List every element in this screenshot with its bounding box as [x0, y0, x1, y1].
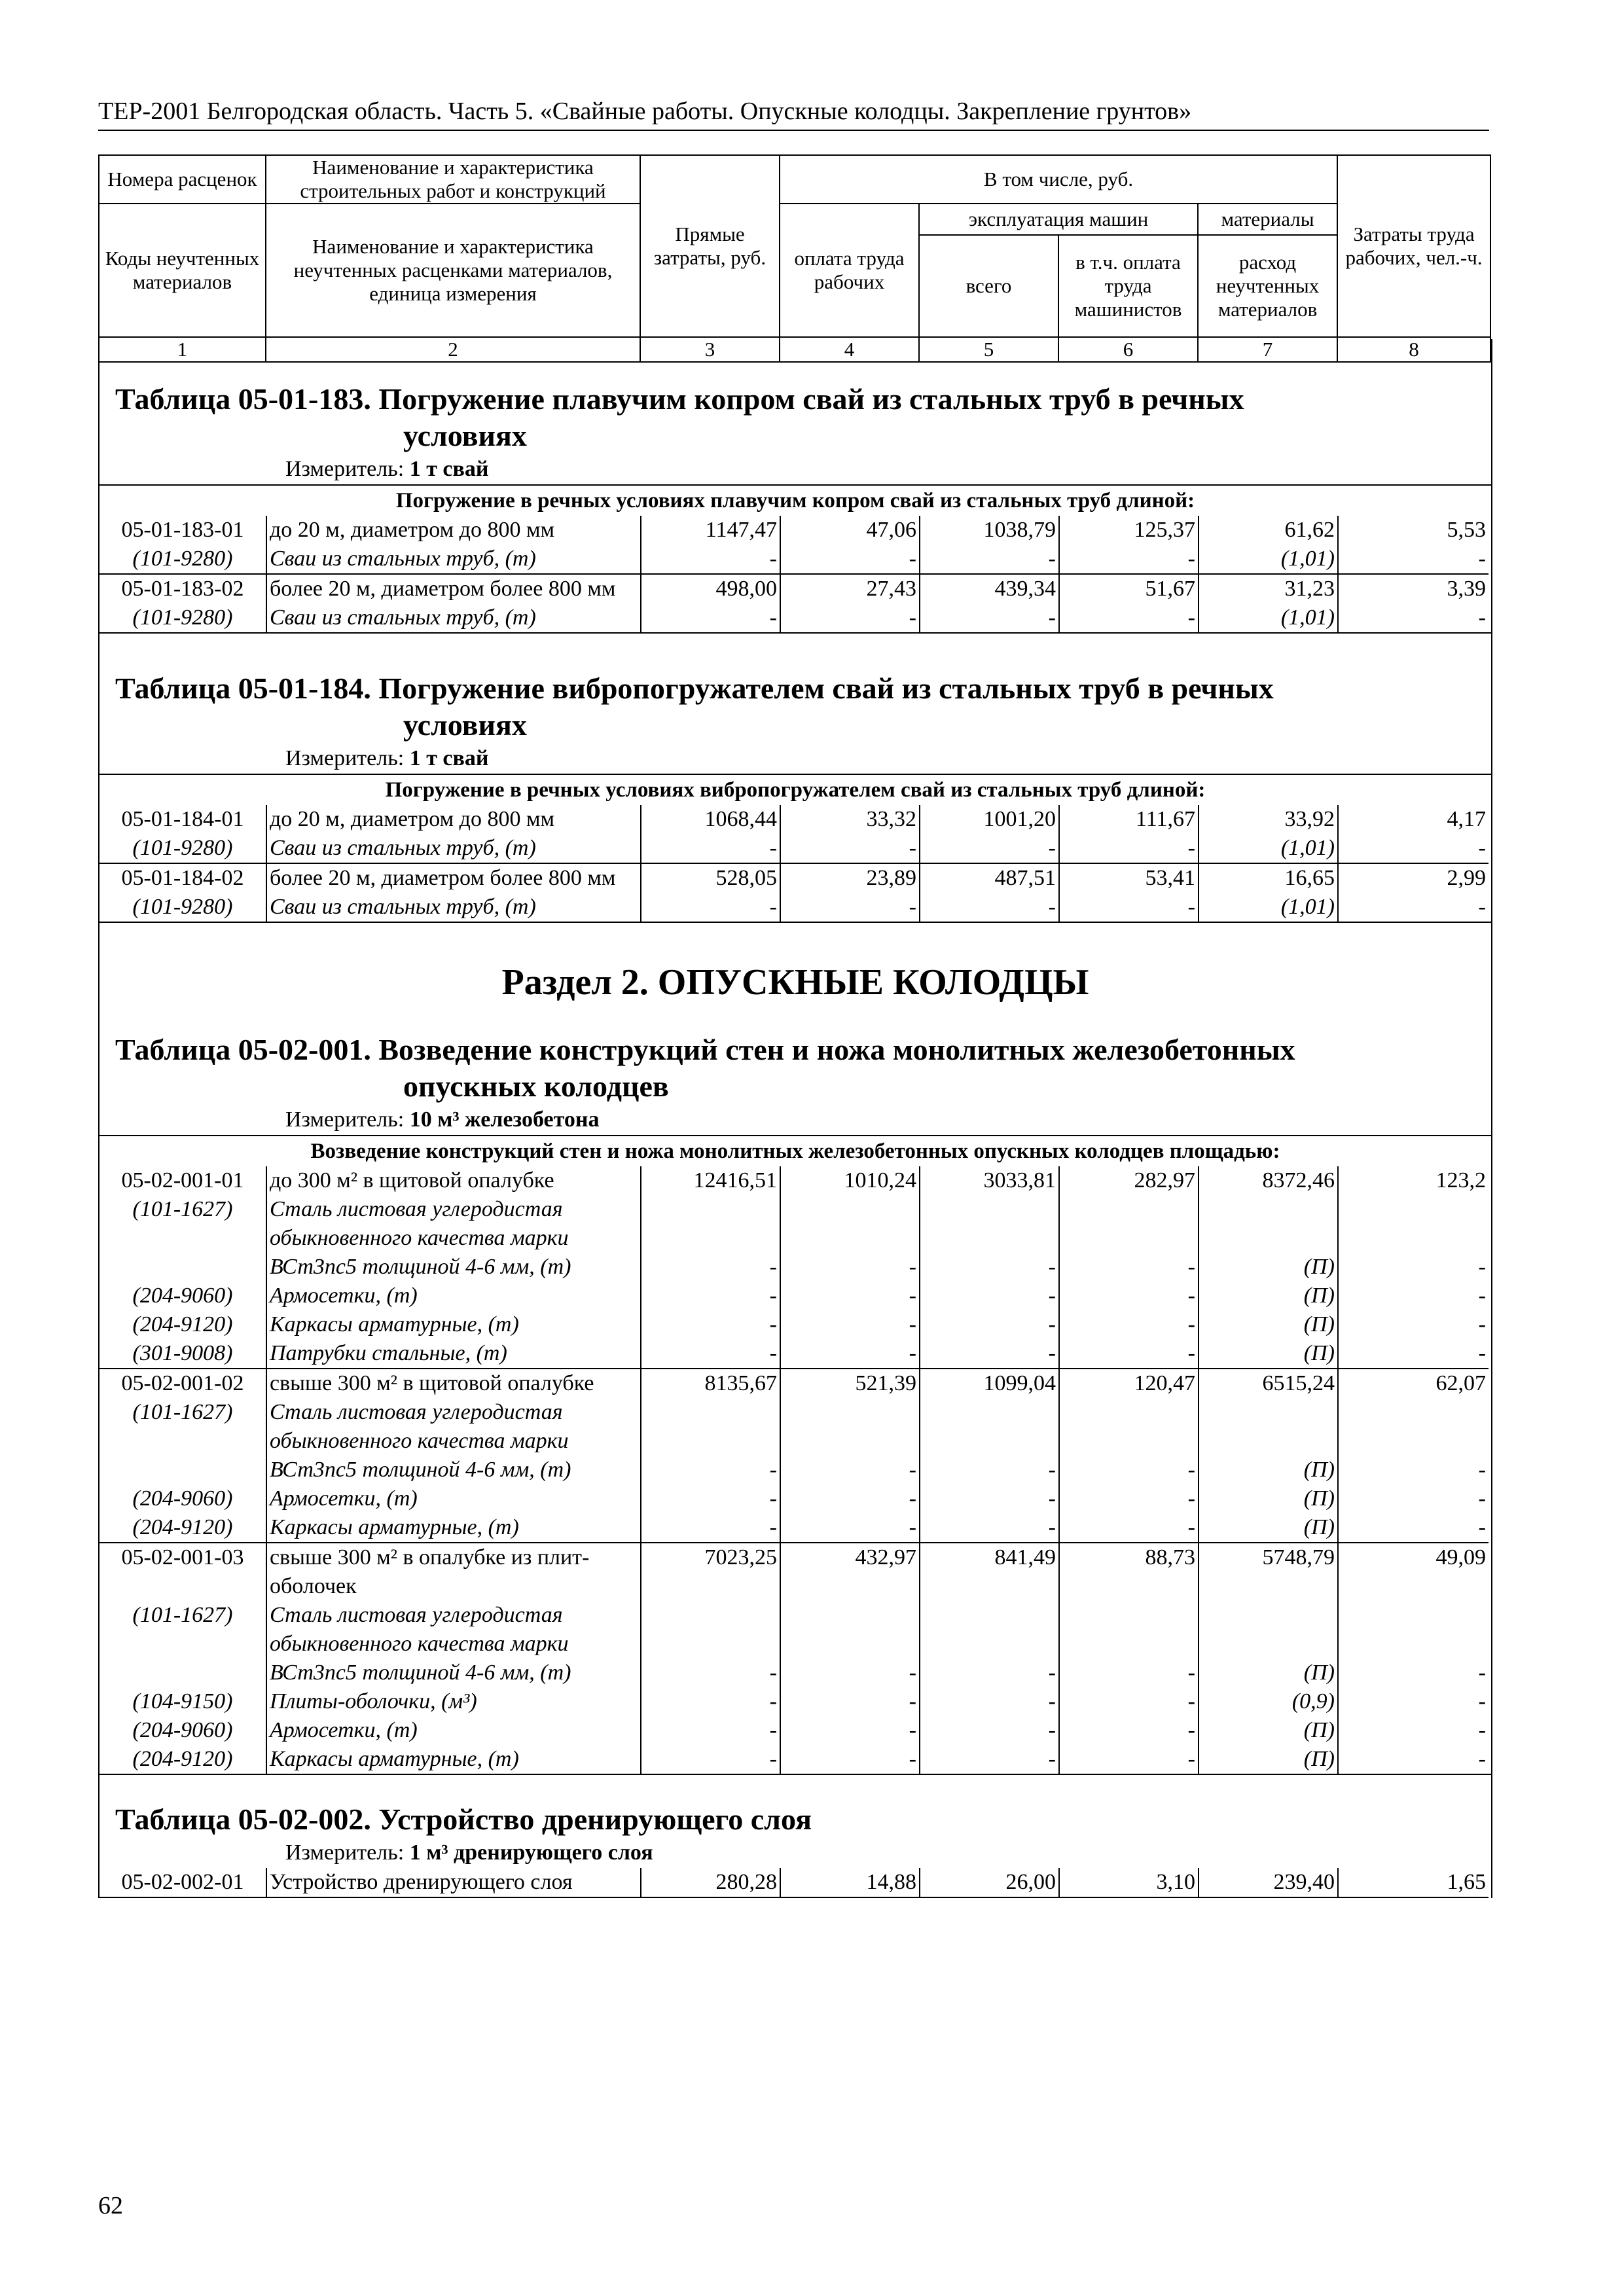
value-col-3: 1147,47: [641, 516, 780, 545]
value-col-3: -: [641, 1195, 780, 1282]
value-col-5: -: [920, 1687, 1059, 1716]
rate-name: Устройство дренирующего слоя: [266, 1868, 641, 1897]
table-title: [99, 1801, 1491, 1838]
rate-code: 05-02-002-01: [99, 1868, 266, 1897]
material-row: [99, 1716, 1489, 1745]
value-col-3: -: [641, 1716, 780, 1745]
value-col-7: (1,01): [1199, 603, 1338, 632]
value-col-8: 3,39: [1338, 574, 1489, 603]
running-header: ТЕР-2001 Белгородская область. Часть 5. «Свайные работы. Опускные колодцы. Закрепление грунтов»: [98, 98, 1192, 125]
value-col-3: -: [641, 1745, 780, 1774]
value-col-8: -: [1338, 893, 1489, 922]
measure-unit: [99, 1105, 1491, 1135]
value-col-7: (П): [1199, 1398, 1338, 1484]
value-col-3: -: [641, 1339, 780, 1369]
material-name: Каркасы арматурные, (т): [266, 1513, 641, 1543]
value-col-4: -: [780, 834, 920, 863]
hdr-machine-total: всего: [919, 235, 1058, 337]
rate-name: свыше 300 м² в щитовой опалубке: [266, 1369, 641, 1398]
value-col-6: -: [1059, 1716, 1199, 1745]
rates-table: [99, 516, 1489, 632]
value-col-5: -: [920, 603, 1059, 632]
hdr-num-5: 5: [919, 337, 1058, 362]
material-name: Сталь листовая углеродистая обыкновенного качества марки ВСт3пс5 толщиной 4-6 мм, (т): [266, 1601, 641, 1687]
value-col-7: (1,01): [1199, 893, 1338, 922]
value-col-7: (П): [1199, 1282, 1338, 1310]
value-col-3: 8135,67: [641, 1369, 780, 1398]
rate-code: 05-02-001-02: [99, 1369, 266, 1398]
value-col-6: -: [1059, 1601, 1199, 1687]
value-col-3: -: [641, 893, 780, 922]
value-col-3: -: [641, 1513, 780, 1543]
material-row: [99, 893, 1489, 922]
value-col-8: 123,2: [1338, 1166, 1489, 1195]
value-col-6: -: [1059, 1282, 1199, 1310]
rate-row: [99, 1868, 1489, 1897]
material-row: [99, 1398, 1489, 1484]
table-title: [99, 670, 1491, 744]
material-row: [99, 1601, 1489, 1687]
value-col-8: -: [1338, 1484, 1489, 1513]
value-col-6: -: [1059, 1339, 1199, 1369]
rate-row: [99, 863, 1489, 893]
value-col-6: -: [1059, 834, 1199, 863]
material-name: Армосетки, (т): [266, 1716, 641, 1745]
value-col-7: (1,01): [1199, 545, 1338, 574]
value-col-5: -: [920, 1310, 1059, 1339]
measure-unit-label: Измеритель:: [285, 1840, 405, 1865]
value-col-5: -: [920, 1745, 1059, 1774]
table-title-line: Таблица 05-02-002. Устройство дренирующего слоя: [115, 1803, 812, 1836]
material-row: [99, 1339, 1489, 1369]
rates-table: [99, 1868, 1489, 1898]
value-col-8: 49,09: [1338, 1543, 1489, 1601]
hdr-num-4: 4: [780, 337, 919, 362]
value-col-4: -: [780, 603, 920, 632]
value-col-4: -: [780, 1513, 920, 1543]
measure-unit: [99, 1838, 1491, 1868]
value-col-7: 5748,79: [1199, 1543, 1338, 1601]
rate-name: свыше 300 м² в опалубке из плит-оболочек: [266, 1543, 641, 1601]
value-col-6: -: [1059, 1195, 1199, 1282]
value-col-4: -: [780, 1195, 920, 1282]
table-title-line: Таблица 05-01-184. Погружение вибропогружателем свай из стальных труб в речных: [115, 672, 1274, 705]
value-col-5: 1038,79: [920, 516, 1059, 545]
measure-unit-value: 10 м³ железобетона: [409, 1107, 600, 1132]
hdr-num-2: 2: [266, 337, 640, 362]
hdr-num-6: 6: [1058, 337, 1198, 362]
value-col-7: 31,23: [1199, 574, 1338, 603]
value-col-5: -: [920, 1484, 1059, 1513]
value-col-7: (П): [1199, 1601, 1338, 1687]
rate-code: 05-01-183-01: [99, 516, 266, 545]
value-col-6: -: [1059, 1484, 1199, 1513]
value-col-6: 120,47: [1059, 1369, 1199, 1398]
value-col-8: -: [1338, 1310, 1489, 1339]
hdr-material-codes: Коды неучтенных материалов: [99, 204, 266, 337]
material-code: (101-9280): [99, 893, 266, 922]
value-col-3: 498,00: [641, 574, 780, 603]
material-name: Сваи из стальных труб, (т): [266, 545, 641, 574]
value-col-5: 3033,81: [920, 1166, 1059, 1195]
value-col-4: -: [780, 1745, 920, 1774]
rate-row: [99, 1369, 1489, 1398]
value-col-5: -: [920, 1601, 1059, 1687]
rate-name: более 20 м, диаметром более 800 мм: [266, 863, 641, 893]
rate-code: 05-01-184-01: [99, 805, 266, 834]
value-col-4: -: [780, 1282, 920, 1310]
value-col-4: -: [780, 1716, 920, 1745]
value-col-3: -: [641, 1282, 780, 1310]
value-col-5: -: [920, 1282, 1059, 1310]
material-code: (101-9280): [99, 834, 266, 863]
value-col-4: -: [780, 545, 920, 574]
value-col-7: (П): [1199, 1484, 1338, 1513]
table-title-line: Таблица 05-02-001. Возведение конструкций стен и ножа монолитных железобетонных: [115, 1033, 1295, 1066]
value-col-6: 111,67: [1059, 805, 1199, 834]
value-col-8: 62,07: [1338, 1369, 1489, 1398]
material-row: [99, 834, 1489, 863]
rate-name: до 20 м, диаметром до 800 мм: [266, 805, 641, 834]
material-code: (101-1627): [99, 1195, 266, 1282]
rate-name: более 20 м, диаметром более 800 мм: [266, 574, 641, 603]
value-col-3: 280,28: [641, 1868, 780, 1897]
material-row: [99, 1745, 1489, 1774]
rate-row: [99, 516, 1489, 545]
hdr-num-1: 1: [99, 337, 266, 362]
material-code: (104-9150): [99, 1687, 266, 1716]
material-code: (301-9008): [99, 1339, 266, 1369]
value-col-5: 1099,04: [920, 1369, 1059, 1398]
value-col-8: -: [1338, 1398, 1489, 1484]
value-col-8: 1,65: [1338, 1868, 1489, 1897]
hdr-num-8: 8: [1337, 337, 1490, 362]
value-col-6: 51,67: [1059, 574, 1199, 603]
table-title-continuation: опускных колодцев: [403, 1069, 669, 1103]
value-col-6: -: [1059, 1310, 1199, 1339]
hdr-machinist-wages: в т.ч. оплата труда машинистов: [1058, 235, 1198, 337]
measure-unit-value: 1 т свай: [409, 457, 489, 481]
value-col-6: -: [1059, 545, 1199, 574]
value-col-6: 53,41: [1059, 863, 1199, 893]
value-col-6: -: [1059, 1513, 1199, 1543]
hdr-machine-operation: эксплуатация машин: [919, 204, 1198, 235]
value-col-4: 47,06: [780, 516, 920, 545]
value-col-4: -: [780, 893, 920, 922]
material-row: [99, 545, 1489, 574]
material-code: (204-9120): [99, 1745, 266, 1774]
rates-table: [99, 1166, 1489, 1774]
hdr-materials: материалы: [1198, 204, 1337, 235]
measure-unit-label: Измеритель:: [285, 746, 405, 770]
material-code: (101-1627): [99, 1601, 266, 1687]
hdr-worker-wages: оплата труда рабочих: [780, 204, 919, 337]
value-col-7: (0,9): [1199, 1687, 1338, 1716]
value-col-6: -: [1059, 1398, 1199, 1484]
value-col-7: (П): [1199, 1195, 1338, 1282]
material-name: Сваи из стальных труб, (т): [266, 893, 641, 922]
rate-code: 05-01-184-02: [99, 863, 266, 893]
material-code: (204-9060): [99, 1484, 266, 1513]
value-col-8: -: [1338, 1513, 1489, 1543]
material-row: [99, 1687, 1489, 1716]
material-name: Плиты-оболочки, (м³): [266, 1687, 641, 1716]
rate-row: [99, 1543, 1489, 1601]
page-number: 62: [98, 2192, 123, 2219]
value-col-4: 521,39: [780, 1369, 920, 1398]
group-heading: Погружение в речных условиях плавучим копром свай из стальных труб длиной:: [99, 484, 1491, 516]
measure-unit-label: Измеритель:: [285, 457, 405, 481]
table-title-continuation: условиях: [403, 708, 527, 742]
value-col-7: 6515,24: [1199, 1369, 1338, 1398]
hdr-num-7: 7: [1198, 337, 1337, 362]
value-col-7: 8372,46: [1199, 1166, 1338, 1195]
value-col-5: -: [920, 1716, 1059, 1745]
value-col-5: 487,51: [920, 863, 1059, 893]
value-col-8: -: [1338, 1339, 1489, 1369]
material-row: [99, 1310, 1489, 1339]
value-col-8: -: [1338, 1601, 1489, 1687]
material-name: Армосетки, (т): [266, 1282, 641, 1310]
value-col-6: 88,73: [1059, 1543, 1199, 1601]
value-col-3: 528,05: [641, 863, 780, 893]
value-col-7: 61,62: [1199, 516, 1338, 545]
material-name: Сваи из стальных труб, (т): [266, 603, 641, 632]
value-col-7: (1,01): [1199, 834, 1338, 863]
rate-name: до 300 м² в щитовой опалубке: [266, 1166, 641, 1195]
value-col-4: 33,32: [780, 805, 920, 834]
value-col-5: 26,00: [920, 1868, 1059, 1897]
value-col-5: -: [920, 545, 1059, 574]
material-code: (204-9120): [99, 1310, 266, 1339]
hdr-labor-costs: Затраты труда рабочих, чел.-ч.: [1337, 155, 1490, 337]
hdr-material-names: Наименование и характеристика неучтенных расценками материалов, единица измерения: [266, 204, 640, 337]
value-col-3: -: [641, 1484, 780, 1513]
value-col-4: 1010,24: [780, 1166, 920, 1195]
value-col-7: 239,40: [1199, 1868, 1338, 1897]
value-col-8: -: [1338, 1716, 1489, 1745]
value-col-6: -: [1059, 603, 1199, 632]
value-col-4: -: [780, 1398, 920, 1484]
rate-row: [99, 805, 1489, 834]
value-col-6: -: [1059, 1687, 1199, 1716]
material-name: Каркасы арматурные, (т): [266, 1745, 641, 1774]
value-col-6: -: [1059, 1745, 1199, 1774]
value-col-7: (П): [1199, 1310, 1338, 1339]
material-code: (204-9060): [99, 1282, 266, 1310]
material-name: Сталь листовая углеродистая обыкновенного качества марки ВСт3пс5 толщиной 4-6 мм, (т): [266, 1398, 641, 1484]
measure-unit: [99, 744, 1491, 774]
measure-unit-value: 1 т свай: [409, 746, 489, 770]
measure-unit-label: Измеритель:: [285, 1107, 405, 1132]
rate-row: [99, 1166, 1489, 1195]
value-col-8: 2,99: [1338, 863, 1489, 893]
material-name: Армосетки, (т): [266, 1484, 641, 1513]
table-title-line: Таблица 05-01-183. Погружение плавучим копром свай из стальных труб в речных: [115, 382, 1244, 416]
value-col-7: (П): [1199, 1339, 1338, 1369]
value-col-8: -: [1338, 1282, 1489, 1310]
table-title-continuation: условиях: [403, 419, 527, 452]
value-col-4: -: [780, 1687, 920, 1716]
value-col-8: -: [1338, 834, 1489, 863]
value-col-8: -: [1338, 1687, 1489, 1716]
value-col-8: -: [1338, 603, 1489, 632]
rate-code: 05-02-001-03: [99, 1543, 266, 1601]
material-row: [99, 603, 1489, 632]
value-col-6: 282,97: [1059, 1166, 1199, 1195]
value-col-5: 439,34: [920, 574, 1059, 603]
value-col-3: -: [641, 545, 780, 574]
value-col-7: 16,65: [1199, 863, 1338, 893]
value-col-3: -: [641, 1687, 780, 1716]
rate-row: [99, 574, 1489, 603]
material-row: [99, 1513, 1489, 1543]
material-code: (101-1627): [99, 1398, 266, 1484]
value-col-5: 841,49: [920, 1543, 1059, 1601]
header-rule: [98, 130, 1489, 131]
value-col-7: 33,92: [1199, 805, 1338, 834]
measure-unit-value: 1 м³ дренирующего слоя: [409, 1840, 653, 1865]
value-col-3: 12416,51: [641, 1166, 780, 1195]
section-title: Раздел 2. ОПУСКНЫЕ КОЛОДЦЫ: [501, 962, 1089, 1003]
material-code: (101-9280): [99, 545, 266, 574]
group-heading: Погружение в речных условиях вибропогружателем свай из стальных труб длиной:: [99, 774, 1491, 805]
material-name: Сталь листовая углеродистая обыкновенного качества марки ВСт3пс5 толщиной 4-6 мм, (т): [266, 1195, 641, 1282]
value-col-5: -: [920, 1398, 1059, 1484]
value-col-8: -: [1338, 1195, 1489, 1282]
material-row: [99, 1484, 1489, 1513]
material-name: Сваи из стальных труб, (т): [266, 834, 641, 863]
value-col-4: -: [780, 1484, 920, 1513]
value-col-8: -: [1338, 545, 1489, 574]
value-col-3: -: [641, 1310, 780, 1339]
rate-code: 05-01-183-02: [99, 574, 266, 603]
value-col-4: -: [780, 1310, 920, 1339]
hdr-work-name: Наименование и характеристика строительных работ и конструкций: [266, 155, 640, 204]
rate-name: до 20 м, диаметром до 800 мм: [266, 516, 641, 545]
value-col-4: 432,97: [780, 1543, 920, 1601]
value-col-5: -: [920, 1513, 1059, 1543]
value-col-5: -: [920, 834, 1059, 863]
group-heading: Возведение конструкций стен и ножа монолитных железобетонных опускных колодцев площадью:: [99, 1135, 1491, 1166]
material-name: Каркасы арматурные, (т): [266, 1310, 641, 1339]
value-col-5: -: [920, 1195, 1059, 1282]
material-row: [99, 1195, 1489, 1282]
rate-code: 05-02-001-01: [99, 1166, 266, 1195]
value-col-3: -: [641, 1398, 780, 1484]
table-title: [99, 381, 1491, 454]
value-col-4: 23,89: [780, 863, 920, 893]
table-title: [99, 1031, 1491, 1105]
material-code: (204-9120): [99, 1513, 266, 1543]
hdr-unaccounted-materials: расход неучтенных материалов: [1198, 235, 1337, 337]
value-col-3: 1068,44: [641, 805, 780, 834]
rates-table: [99, 805, 1489, 922]
measure-unit: [99, 454, 1491, 484]
value-col-6: 3,10: [1059, 1868, 1199, 1897]
value-col-4: 27,43: [780, 574, 920, 603]
value-col-8: 4,17: [1338, 805, 1489, 834]
value-col-6: 125,37: [1059, 516, 1199, 545]
material-code: (204-9060): [99, 1716, 266, 1745]
hdr-including: В том числе, руб.: [780, 155, 1337, 204]
column-header-table: [98, 154, 1491, 363]
value-col-4: 14,88: [780, 1868, 920, 1897]
hdr-direct-costs: Прямые затраты, руб.: [640, 155, 780, 337]
value-col-5: 1001,20: [920, 805, 1059, 834]
value-col-7: (П): [1199, 1716, 1338, 1745]
material-code: (101-9280): [99, 603, 266, 632]
value-col-6: -: [1059, 893, 1199, 922]
value-col-3: -: [641, 834, 780, 863]
hdr-rate-numbers: Номера расценок: [99, 155, 266, 204]
hdr-num-3: 3: [640, 337, 780, 362]
value-col-4: -: [780, 1601, 920, 1687]
value-col-8: 5,53: [1338, 516, 1489, 545]
material-row: [99, 1282, 1489, 1310]
value-col-5: -: [920, 1339, 1059, 1369]
value-col-8: -: [1338, 1745, 1489, 1774]
main-content: [98, 339, 1492, 1898]
value-col-4: -: [780, 1339, 920, 1369]
value-col-3: 7023,25: [641, 1543, 780, 1601]
value-col-3: -: [641, 603, 780, 632]
value-col-5: -: [920, 893, 1059, 922]
material-name: Патрубки стальные, (т): [266, 1339, 641, 1369]
value-col-7: (П): [1199, 1745, 1338, 1774]
value-col-3: -: [641, 1601, 780, 1687]
value-col-7: (П): [1199, 1513, 1338, 1543]
